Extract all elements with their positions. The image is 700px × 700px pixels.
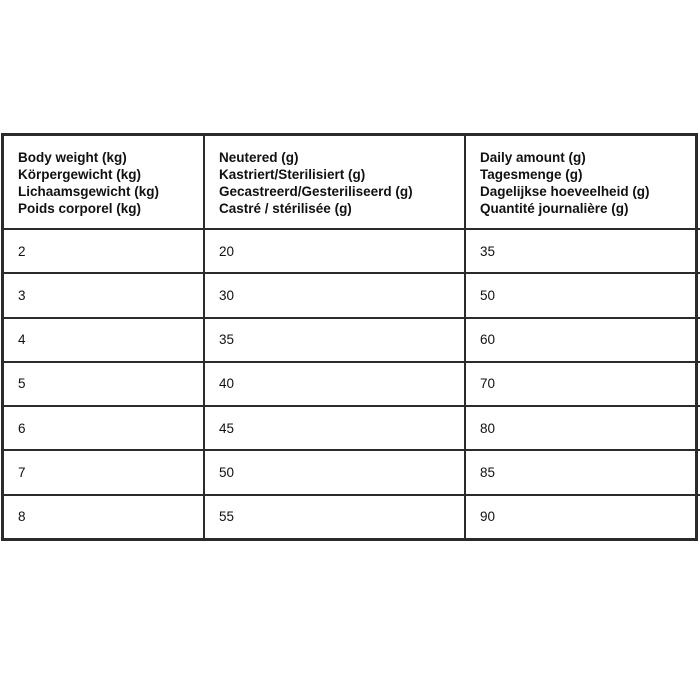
cell-body-weight: 6 xyxy=(4,406,204,450)
cell-neutered: 35 xyxy=(204,318,465,362)
table-row xyxy=(4,362,700,406)
table-row xyxy=(4,495,700,538)
cell-daily-amount: 35 xyxy=(465,229,700,273)
header-line: Neutered (g) xyxy=(219,150,299,165)
table-row xyxy=(4,450,700,494)
cell-body-weight: 5 xyxy=(4,362,204,406)
feeding-table xyxy=(4,136,700,538)
cell-neutered: 40 xyxy=(204,362,465,406)
header-line: Poids corporel (kg) xyxy=(18,201,142,216)
table-row xyxy=(4,229,700,273)
header-line: Quantité journalière (g) xyxy=(480,201,629,216)
table-row xyxy=(4,406,700,450)
cell-neutered: 55 xyxy=(204,495,465,538)
header-line: Körpergewicht (kg) xyxy=(18,167,142,182)
cell-daily-amount: 50 xyxy=(465,273,700,317)
table-row xyxy=(4,318,700,362)
cell-body-weight: 7 xyxy=(4,450,204,494)
cell-neutered: 45 xyxy=(204,406,465,450)
header-neutered xyxy=(204,136,465,229)
cell-daily-amount: 85 xyxy=(465,450,700,494)
cell-daily-amount: 90 xyxy=(465,495,700,538)
cell-body-weight: 2 xyxy=(4,229,204,273)
header-line: Lichaamsgewicht (kg) xyxy=(18,184,160,199)
cell-daily-amount: 70 xyxy=(465,362,700,406)
feeding-table-frame xyxy=(1,133,698,541)
header-line: Gecastreerd/Gesteriliseerd (g) xyxy=(219,184,413,199)
header-line: Castré / stérilisée (g) xyxy=(219,201,352,216)
cell-neutered: 50 xyxy=(204,450,465,494)
cell-daily-amount: 80 xyxy=(465,406,700,450)
header-line: Dagelijkse hoeveelheid (g) xyxy=(480,184,650,199)
header-daily-amount xyxy=(465,136,700,229)
cell-body-weight: 3 xyxy=(4,273,204,317)
cell-neutered: 20 xyxy=(204,229,465,273)
cell-neutered: 30 xyxy=(204,273,465,317)
header-body-weight xyxy=(4,136,204,229)
cell-body-weight: 4 xyxy=(4,318,204,362)
header-line: Tagesmenge (g) xyxy=(480,167,583,182)
table-row xyxy=(4,273,700,317)
cell-body-weight: 8 xyxy=(4,495,204,538)
header-line: Daily amount (g) xyxy=(480,150,586,165)
cell-daily-amount: 60 xyxy=(465,318,700,362)
header-line: Kastriert/Sterilisiert (g) xyxy=(219,167,366,182)
header-line: Body weight (kg) xyxy=(18,150,127,165)
header-row xyxy=(4,136,700,229)
